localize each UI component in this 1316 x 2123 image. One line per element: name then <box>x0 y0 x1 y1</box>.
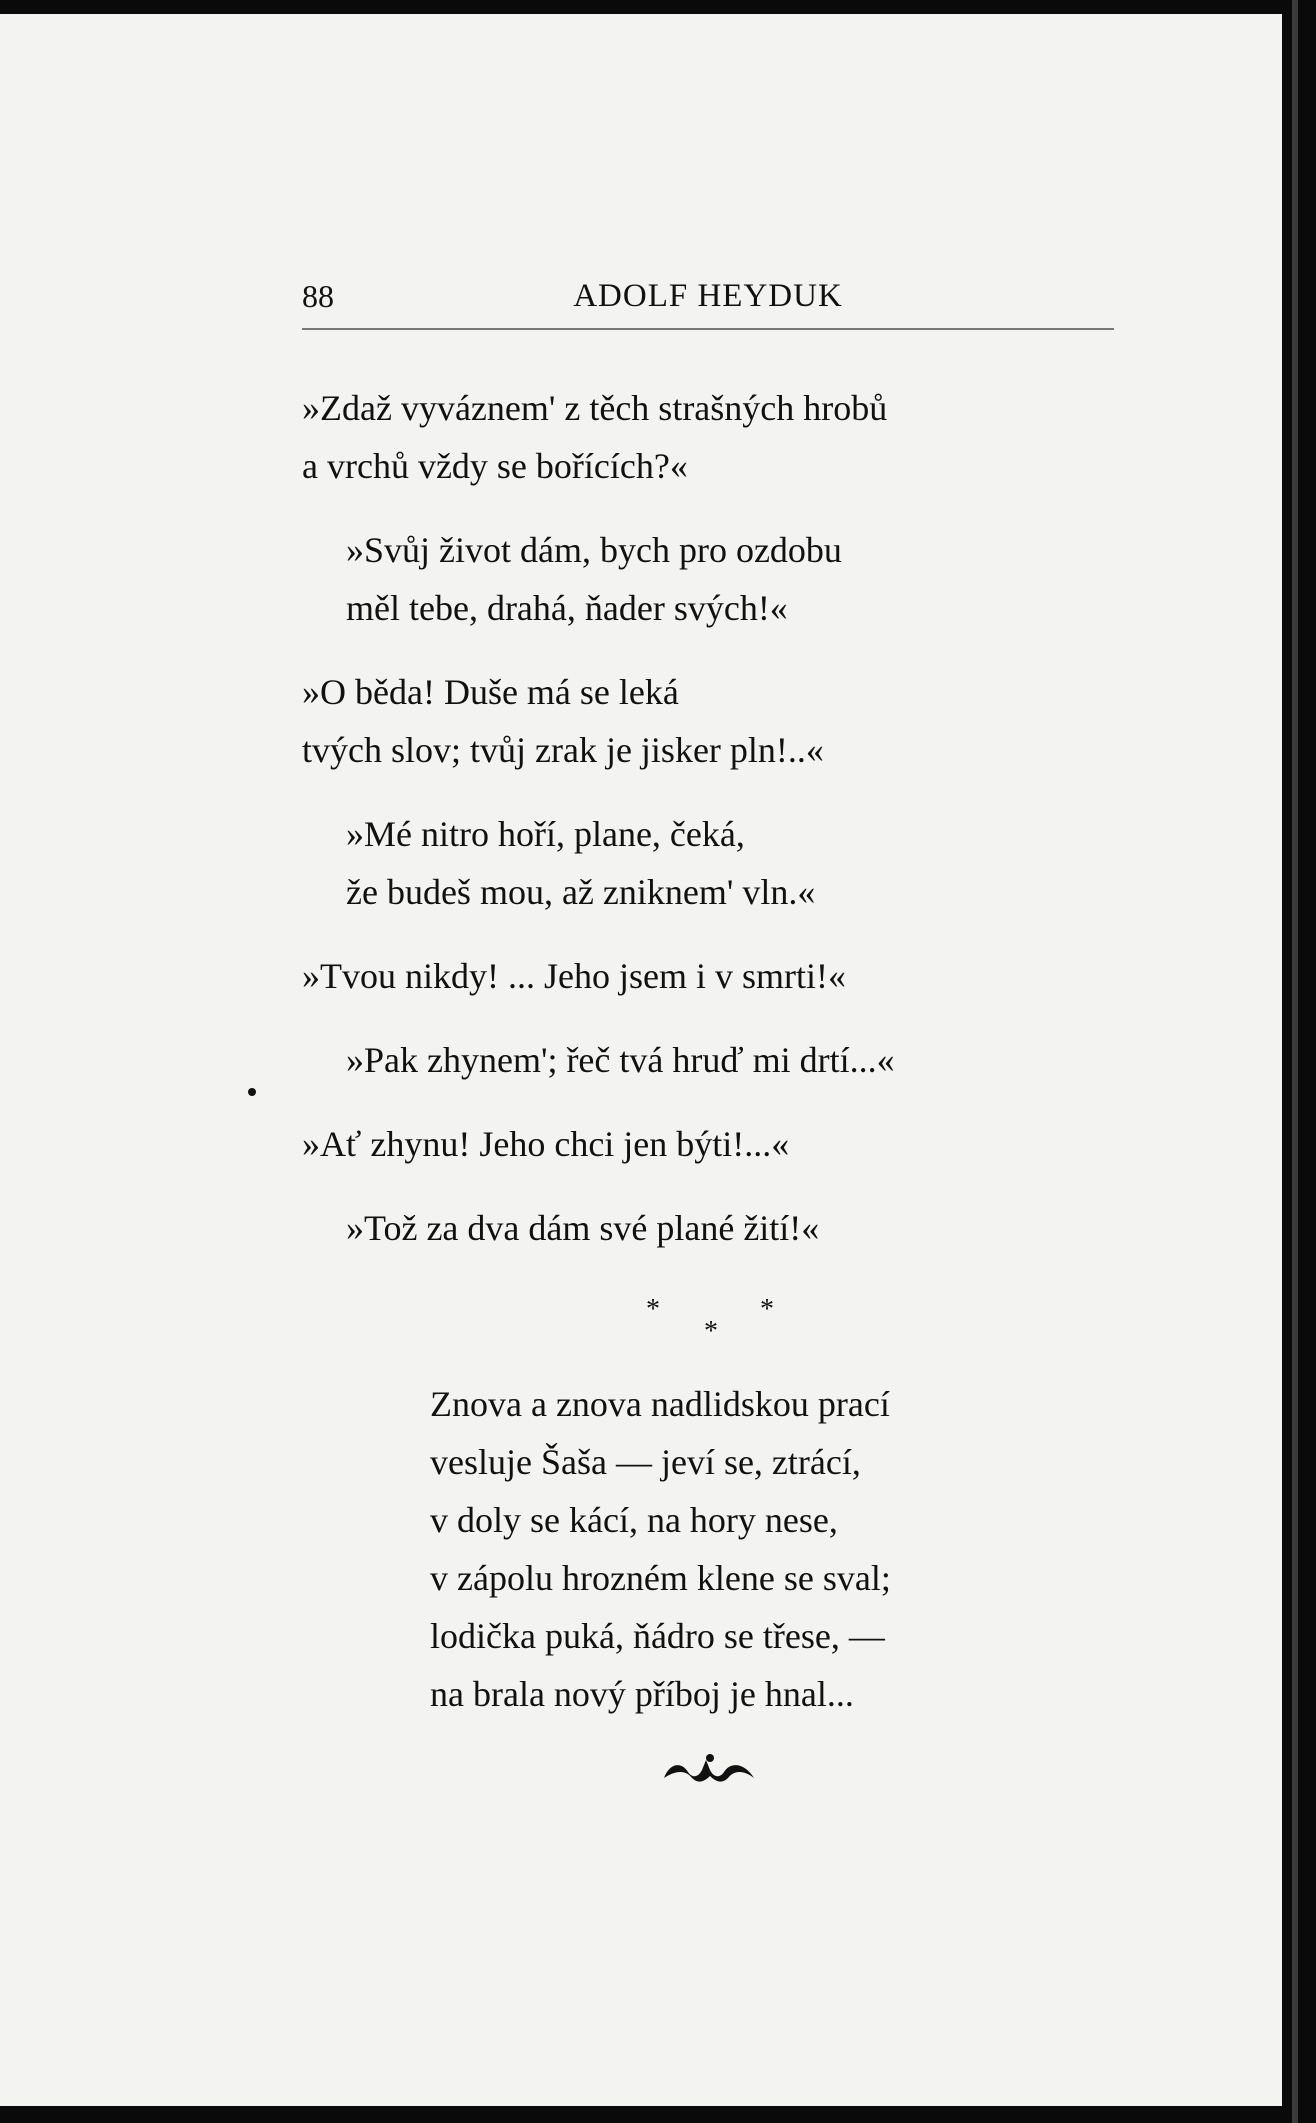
poem-line: »O běda! Duše má se leká <box>302 672 679 712</box>
poem-line: v doly se kácí, na hory nese, <box>430 1500 838 1540</box>
tailpiece-ornament-icon <box>660 1748 760 1788</box>
running-header <box>302 278 1114 318</box>
poem-line: na brala nový příboj je hnal... <box>430 1674 854 1714</box>
poem-line: »Ať zhynu! Jeho chci jen býti!...« <box>302 1124 790 1164</box>
separator-star: * <box>760 1294 774 1325</box>
poem-line: »Mé nitro hoří, plane, čeká, <box>346 814 745 854</box>
poem-line: »Tož za dva dám své plané žití!« <box>346 1208 820 1248</box>
poem-line: Znova a znova nadlidskou prací <box>430 1384 890 1424</box>
separator-star: * <box>646 1294 660 1325</box>
poem-line: lodička puká, ňádro se třese, — <box>430 1616 885 1656</box>
poem-line: a vrchů vždy se bořících?« <box>302 446 688 486</box>
poem-line: »Svůj život dám, bych pro ozdobu <box>346 530 842 570</box>
header-rule <box>302 328 1114 330</box>
page-edge <box>1292 0 1298 2123</box>
ink-speck <box>248 1088 256 1096</box>
poem-line: »Pak zhynem'; řeč tvá hruď mi drtí...« <box>346 1040 895 1080</box>
poem-line: v zápolu hrozném klene se sval; <box>430 1558 891 1598</box>
poem-line: »Tvou nikdy! ... Jeho jsem i v smrti!« <box>302 956 846 996</box>
poem-line: »Zdaž vyváznem' z těch strašných hrobů <box>302 388 888 428</box>
poem-line: měl tebe, drahá, ňader svých!« <box>346 588 788 628</box>
poem-line: vesluje Šaša — jeví se, ztrácí, <box>430 1442 861 1482</box>
running-title: ADOLF HEYDUK <box>573 278 843 314</box>
page-number: 88 <box>302 278 334 314</box>
poem-line: že budeš mou, až zniknem' vln.« <box>346 872 816 912</box>
separator-star: * <box>704 1316 718 1347</box>
poem-line: tvých slov; tvůj zrak je jisker pln!..« <box>302 730 824 770</box>
